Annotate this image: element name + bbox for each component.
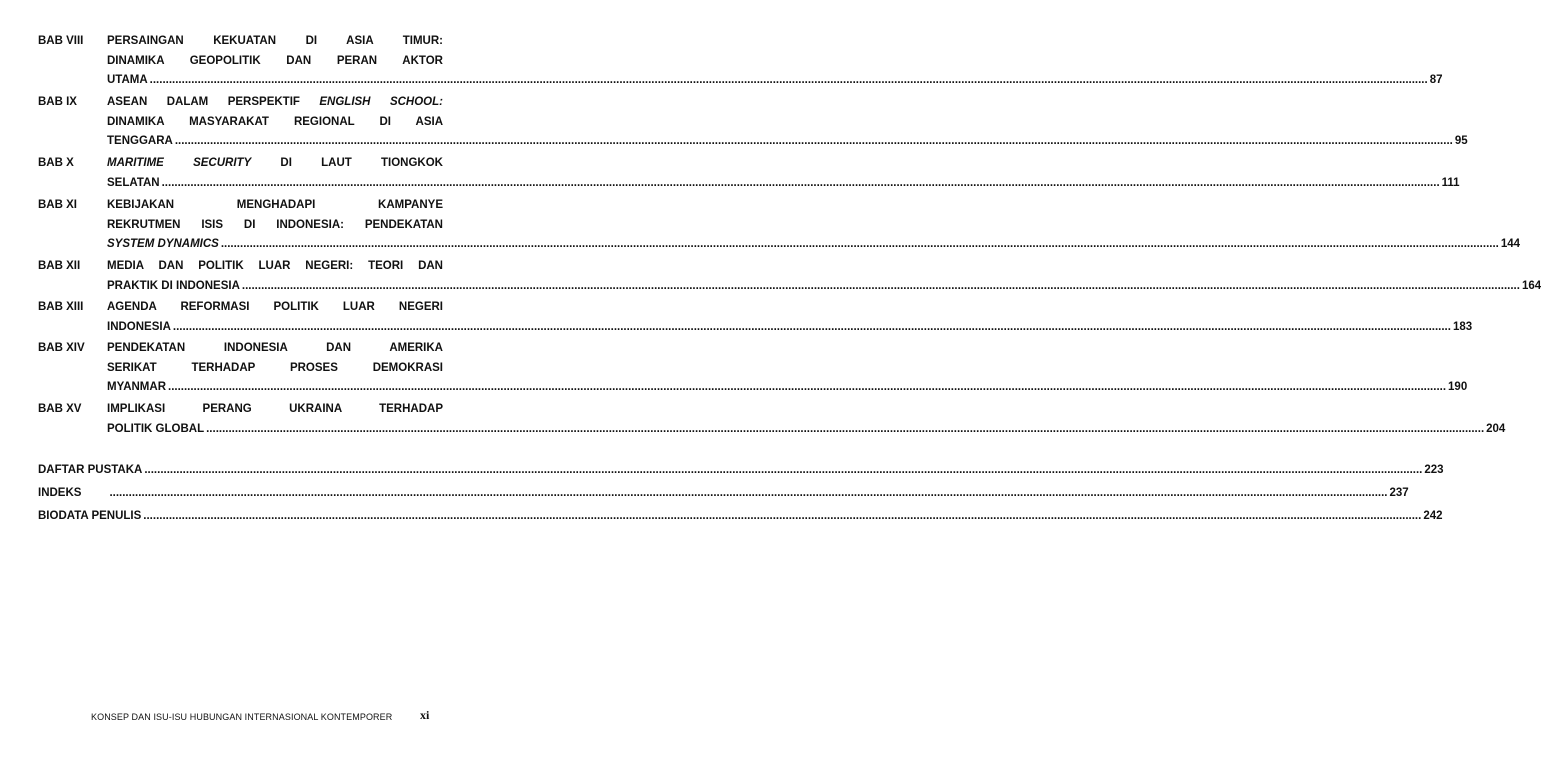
italic-title-part: MARITIME SECURITY <box>107 157 252 169</box>
leader-dots: ................................................................................................................................................................................................................................................................................................................................................................................................................ <box>174 135 1453 147</box>
toc-line-with-page <box>107 71 1443 91</box>
toc-line <box>107 196 443 216</box>
toc-title-text <box>107 277 240 297</box>
leader-dots: ................................................................................................................................................................................................................................................................................................................................................................................................................ <box>109 487 1388 499</box>
toc-line-with-page <box>107 235 1521 255</box>
toc-page-number: 164 <box>1521 279 1541 292</box>
toc-line <box>107 52 443 72</box>
toc-page-number: 242 <box>1423 510 1443 522</box>
toc-line <box>107 32 443 52</box>
title-part: MYANMAR <box>107 381 166 393</box>
title-part: DINAMIKA MASYARAKAT REGIONAL DI ASIA <box>107 115 443 128</box>
toc-line-with-page <box>107 132 1468 152</box>
running-title: KONSEP DAN ISU-ISU HUBUNGAN INTERNASIONAL KONTEMPORER <box>91 712 393 722</box>
toc-line-with-page <box>107 174 1460 194</box>
back-matter-label: INDEKS <box>38 487 82 499</box>
chapter-label: BAB XV <box>38 403 82 415</box>
title-part: TENGGARA <box>107 135 173 147</box>
title-part: UTAMA <box>107 74 148 86</box>
toc-line-with-page <box>107 378 1468 398</box>
toc-title-text <box>107 174 160 194</box>
chapter-label: BAB XII <box>38 260 81 272</box>
title-part: KEBIJAKAN MENGHADAPI KAMPANYE <box>107 199 443 211</box>
toc-line-with-page <box>38 507 1443 527</box>
title-part: REKRUTMEN ISIS DI INDONESIA: PENDEKATAN <box>107 218 443 231</box>
toc-title-text <box>107 235 219 255</box>
chapter-label: BAB IX <box>38 96 77 108</box>
title-part: DI LAUT TIONGKOK <box>251 157 443 169</box>
chapter-label: BAB XI <box>38 199 77 211</box>
leader-dots: ................................................................................................................................................................................................................................................................................................................................................................................................................ <box>144 464 1423 476</box>
page-number: xi <box>420 708 430 722</box>
toc-title-text <box>107 71 148 91</box>
title-part: POLITIK GLOBAL <box>107 422 205 435</box>
page-footer <box>0 708 483 728</box>
title-part: IMPLIKASI PERANG UKRAINA TERHADAP <box>107 403 443 415</box>
toc-title-text <box>107 132 173 152</box>
title-part: AGENDA REFORMASI POLITIK LUAR NEGERI <box>107 301 443 313</box>
leader-dots: ................................................................................................................................................................................................................................................................................................................................................................................................................ <box>143 510 1422 522</box>
chapter-label: BAB VIII <box>38 35 84 47</box>
toc-title-text <box>107 420 204 440</box>
toc-line <box>107 154 443 174</box>
back-matter-entry[interactable] <box>38 484 1409 504</box>
toc-line <box>107 257 443 277</box>
toc-page-number: 237 <box>1389 487 1409 499</box>
leader-dots: ................................................................................................................................................................................................................................................................................................................................................................................................................ <box>168 381 1447 393</box>
title-part: PRAKTIK DI INDONESIA <box>107 279 240 292</box>
toc-title-text <box>107 378 166 398</box>
toc-line <box>107 359 443 379</box>
toc-line <box>107 400 443 420</box>
toc-page-number: 183 <box>1452 320 1473 333</box>
leader-dots: ................................................................................................................................................................................................................................................................................................................................................................................................................ <box>149 74 1428 86</box>
chapter-label: BAB X <box>38 157 74 169</box>
toc-line <box>107 113 443 133</box>
toc-line <box>107 93 443 113</box>
title-part: PERSAINGAN KEKUATAN DI ASIA TIMUR: <box>107 35 443 47</box>
toc-line <box>107 298 443 318</box>
toc-line <box>107 216 443 236</box>
toc-line-with-page <box>107 277 1541 297</box>
title-part: PENDEKATAN INDONESIA DAN AMERIKA <box>107 342 443 354</box>
toc-page-number: 111 <box>1441 176 1460 189</box>
leader-dots: ................................................................................................................................................................................................................................................................................................................................................................................................................ <box>206 422 1485 435</box>
toc-line-with-page <box>38 484 1409 504</box>
toc-line-with-page <box>38 461 1444 481</box>
chapter-label: BAB XIII <box>38 301 84 313</box>
back-matter-label: BIODATA PENULIS <box>38 510 142 522</box>
toc-page-number: 204 <box>1486 422 1506 435</box>
title-part: SERIKAT TERHADAP PROSES DEMOKRASI <box>107 361 443 374</box>
back-matter-entry[interactable] <box>38 507 1443 527</box>
leader-dots: ................................................................................................................................................................................................................................................................................................................................................................................................................ <box>161 176 1440 189</box>
toc-page-number: 95 <box>1454 135 1468 147</box>
title-part: SELATAN <box>107 176 160 189</box>
toc-page-number: 223 <box>1424 464 1444 476</box>
back-matter-entry[interactable] <box>38 461 1444 481</box>
toc-page-number: 144 <box>1500 238 1521 250</box>
italic-title-part: SYSTEM DYNAMICS <box>107 238 219 250</box>
toc-line-with-page <box>107 318 1473 338</box>
italic-title-part: ENGLISH SCHOOL: <box>319 96 443 108</box>
title-part: MEDIA DAN POLITIK LUAR NEGERI: TEORI DAN <box>107 260 443 272</box>
toc-page-number: 190 <box>1448 381 1468 393</box>
title-part: ASEAN DALAM PERSPEKTIF <box>107 96 320 108</box>
leader-dots: ................................................................................................................................................................................................................................................................................................................................................................................................................ <box>220 238 1499 250</box>
title-part: DINAMIKA GEOPOLITIK DAN PERAN AKTOR <box>107 54 443 67</box>
leader-dots: ................................................................................................................................................................................................................................................................................................................................................................................................................ <box>172 320 1451 333</box>
toc-page-number: 87 <box>1429 74 1443 86</box>
title-part: INDONESIA <box>107 320 171 333</box>
toc-line <box>107 339 443 359</box>
leader-dots: ................................................................................................................................................................................................................................................................................................................................................................................................................ <box>241 279 1520 292</box>
toc-line-with-page <box>107 420 1506 440</box>
toc-title-text <box>107 318 171 338</box>
chapter-label: BAB XIV <box>38 342 85 354</box>
back-matter-label: DAFTAR PUSTAKA <box>38 464 143 476</box>
